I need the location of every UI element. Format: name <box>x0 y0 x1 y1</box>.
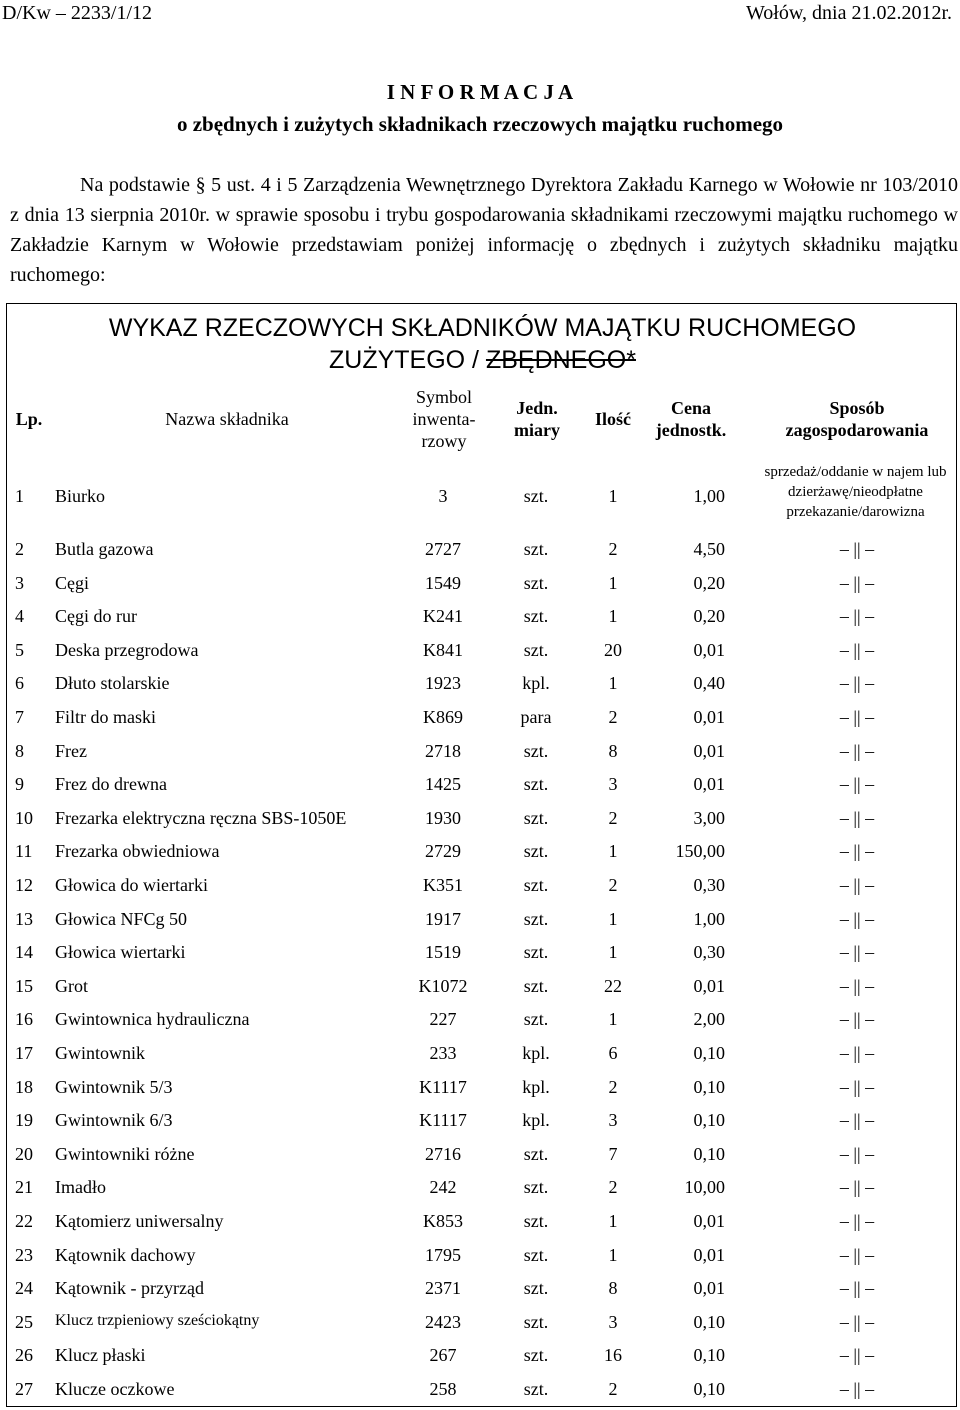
row-unit: szt. <box>523 1244 549 1265</box>
row-symbol: 1549 <box>425 572 461 593</box>
row-symbol: 2727 <box>425 539 461 559</box>
row-lp: 7 <box>15 707 24 727</box>
row-symbol: K869 <box>423 707 463 727</box>
row-unit: szt. <box>523 774 549 795</box>
table-row <box>7 1170 956 1204</box>
row-unit: szt. <box>523 908 549 929</box>
row-disposal: – || – <box>839 807 875 828</box>
row-price: 2,00 <box>693 1009 725 1030</box>
row-qty: 2 <box>608 1177 618 1198</box>
row-symbol: 1923 <box>425 673 461 694</box>
row-unit: szt. <box>523 1379 549 1399</box>
row-unit: kpl. <box>522 1076 550 1097</box>
row-lp: 1 <box>15 486 24 506</box>
row-disposal: – || – <box>839 1278 875 1299</box>
row-qty: 1 <box>608 1244 618 1265</box>
row-lp: 16 <box>15 1009 33 1030</box>
row-disposal: – || – <box>839 707 875 727</box>
row-qty: 1 <box>608 908 618 929</box>
row-lp: 20 <box>15 1143 33 1164</box>
row-qty: 1 <box>608 572 618 593</box>
row-unit: para <box>520 707 552 727</box>
row-price: 0,10 <box>693 1379 725 1399</box>
row-price: 0,10 <box>693 1076 725 1097</box>
row-price: 0,01 <box>693 707 725 727</box>
row-name: Gwintownik 6/3 <box>55 1110 173 1131</box>
row-price: 0,30 <box>693 875 725 895</box>
row-unit: szt. <box>523 486 549 506</box>
row-qty: 6 <box>608 1043 618 1063</box>
row-price: 0,10 <box>693 1043 725 1063</box>
row-unit: szt. <box>523 875 549 895</box>
row-lp: 4 <box>15 606 24 627</box>
row-lp: 9 <box>15 774 24 795</box>
row-price: 0,20 <box>693 572 725 593</box>
row-qty: 3 <box>608 1110 618 1131</box>
row-qty: 1 <box>608 486 618 506</box>
col-header-price: Cena jednostk. <box>655 398 727 440</box>
row-qty: 16 <box>604 1345 622 1366</box>
row-lp: 22 <box>15 1211 33 1231</box>
row-symbol: 267 <box>429 1345 457 1366</box>
row-name: Klucze oczkowe <box>55 1379 175 1399</box>
row-lp: 10 <box>15 807 33 828</box>
row-qty: 8 <box>608 1278 618 1299</box>
row-name: Dłuto stolarskie <box>55 673 170 694</box>
row-unit: szt. <box>523 740 549 761</box>
row-lp: 11 <box>15 841 33 862</box>
row-symbol: K1117 <box>419 1076 467 1097</box>
row-symbol: 242 <box>429 1177 457 1198</box>
row-symbol: 233 <box>429 1043 457 1063</box>
table-row <box>7 734 956 768</box>
row-disposal: – || – <box>839 942 875 963</box>
table-row <box>7 902 956 936</box>
row-qty: 3 <box>608 1311 618 1332</box>
table-row <box>7 566 956 600</box>
row-name: Gwintownik <box>55 1043 145 1063</box>
row-name: Klucz trzpieniowy sześciokątny <box>55 1311 260 1329</box>
row-lp: 24 <box>15 1278 33 1299</box>
row-lp: 8 <box>15 740 24 761</box>
document-subtitle: o zbędnych i zużytych składnikach rzeczowych majątku ruchomego <box>176 112 784 136</box>
row-unit: szt. <box>523 1211 549 1231</box>
row-qty: 1 <box>608 673 618 694</box>
row-unit: szt. <box>523 606 549 627</box>
row-qty: 7 <box>608 1143 618 1164</box>
row-lp: 5 <box>15 639 24 660</box>
row-unit: szt. <box>523 1311 549 1332</box>
row-symbol: 2729 <box>425 841 461 862</box>
table-row <box>7 700 956 734</box>
table-row <box>7 479 956 513</box>
row-qty: 1 <box>608 1211 618 1231</box>
row-name: Frezarka elektryczna ręczna SBS-1050E <box>55 807 347 828</box>
row-disposal: – || – <box>839 1379 875 1399</box>
row-qty: 2 <box>608 875 618 895</box>
table-row <box>7 801 956 835</box>
row-disposal: – || – <box>839 1211 875 1231</box>
row-symbol: K1117 <box>419 1110 467 1131</box>
row-name: Frez do drewna <box>55 774 167 795</box>
table-row <box>7 1305 956 1339</box>
table-row <box>7 599 956 633</box>
row-price: 0,10 <box>693 1345 725 1366</box>
row-unit: szt. <box>523 807 549 828</box>
row-qty: 1 <box>608 1009 618 1030</box>
row-name: Cęgi do rur <box>55 606 137 627</box>
table-row <box>7 1338 956 1372</box>
row-disposal: – || – <box>839 572 875 593</box>
row-disposal: – || – <box>839 639 875 660</box>
row-lp: 18 <box>15 1076 33 1097</box>
row-qty: 3 <box>608 774 618 795</box>
row-price: 0,01 <box>693 1211 725 1231</box>
row-price: 0,01 <box>693 1278 725 1299</box>
table-title-used: ZUŻYTEGO / <box>329 346 486 374</box>
row-disposal: – || – <box>839 539 875 559</box>
row-name: Klucz płaski <box>55 1345 146 1366</box>
row-disposal: – || – <box>839 1311 875 1332</box>
row-name: Kątomierz uniwersalny <box>55 1211 224 1231</box>
row-symbol: 1519 <box>425 942 461 963</box>
row-qty: 2 <box>608 539 618 559</box>
table-row <box>7 633 956 667</box>
row-lp: 12 <box>15 875 33 895</box>
row-lp: 17 <box>15 1043 33 1063</box>
table-row <box>7 1372 956 1406</box>
document-title: I N F O R M A C J A <box>386 80 574 104</box>
row-qty: 1 <box>608 606 618 627</box>
row-disposal: – || – <box>839 1143 875 1164</box>
row-unit: szt. <box>523 572 549 593</box>
row-price: 0,30 <box>693 942 725 963</box>
row-qty: 2 <box>608 807 618 828</box>
row-unit: szt. <box>523 841 549 862</box>
row-qty: 22 <box>604 975 622 996</box>
row-name: Imadło <box>55 1177 106 1198</box>
row-name: Frezarka obwiedniowa <box>55 841 220 862</box>
col-header-lp: Lp. <box>15 409 43 429</box>
row-name: Gwintowniki różne <box>55 1143 195 1164</box>
row-qty: 2 <box>608 1379 618 1399</box>
table-title <box>7 312 958 376</box>
row-disposal: – || – <box>839 606 875 627</box>
table-row <box>7 1036 956 1070</box>
row-unit: szt. <box>523 539 549 559</box>
table-row <box>7 1103 956 1137</box>
row-unit: szt. <box>523 1345 549 1366</box>
document-reference: D/Kw – 2233/1/12 <box>2 2 152 24</box>
row-qty: 1 <box>608 942 618 963</box>
row-lp: 25 <box>15 1311 33 1332</box>
row-disposal: – || – <box>839 1076 875 1097</box>
table-row <box>7 767 956 801</box>
row-qty: 2 <box>608 1076 618 1097</box>
row-name: Biurko <box>55 486 106 506</box>
row-symbol: 2716 <box>425 1143 461 1164</box>
table-row <box>7 666 956 700</box>
col-header-symbol: Symbol inwenta- rzowy <box>412 387 476 451</box>
row-symbol: K841 <box>423 639 463 660</box>
row-symbol: 1917 <box>425 908 461 929</box>
row-unit: kpl. <box>522 673 550 694</box>
row-lp: 2 <box>15 539 24 559</box>
row-price: 0,20 <box>693 606 725 627</box>
row-lp: 27 <box>15 1379 33 1399</box>
row-qty: 2 <box>608 707 618 727</box>
row-symbol: 2718 <box>425 740 461 761</box>
row-symbol: 3 <box>438 486 448 506</box>
row-name: Deska przegrodowa <box>55 639 199 660</box>
row-disposal: – || – <box>839 841 875 862</box>
place-and-date: Wołów, dnia 21.02.2012r. <box>746 2 952 24</box>
row-disposal: – || – <box>839 1009 875 1030</box>
table-row <box>7 868 956 902</box>
row-lp: 26 <box>15 1345 33 1366</box>
row-name: Gwintownica hydrauliczna <box>55 1009 250 1030</box>
row-name: Gwintownik 5/3 <box>55 1076 173 1097</box>
row-price: 10,00 <box>684 1177 725 1198</box>
table-row <box>7 1238 956 1272</box>
intro-text: Na podstawie § 5 ust. 4 i 5 Zarządzenia Wewnętrznego Dyrektora Zakładu Karnego w Wołowie nr 103/2010 z dnia 13 sierpnia 2010r. w sprawie sposobu i trybu gospodarowania składnikami rzeczowymi majątku ruchomego w Zakładzie Karnym w Wołowie przedstawiam poniżej informację o zbędnych i zużytych składniku majątku ruchomego: <box>10 174 958 286</box>
row-symbol: K853 <box>423 1211 463 1231</box>
row-name: Głowica NFCg 50 <box>55 908 187 929</box>
row-qty: 1 <box>608 841 618 862</box>
row-price: 0,01 <box>693 774 725 795</box>
row-lp: 6 <box>15 673 24 694</box>
row-price: 3,00 <box>693 807 725 828</box>
table-row <box>7 969 956 1003</box>
col-header-disposal: Sposób zagospodarowania <box>785 398 929 440</box>
row-price: 0,10 <box>693 1143 725 1164</box>
row-symbol: K1072 <box>418 975 468 996</box>
row-unit: szt. <box>523 1143 549 1164</box>
row-name: Głowica do wiertarki <box>55 875 208 895</box>
row-disposal: – || – <box>839 1244 875 1265</box>
col-header-qty: Ilość <box>595 409 631 429</box>
row-symbol: 1795 <box>425 1244 461 1265</box>
row-price: 0,10 <box>693 1110 725 1131</box>
row-price: 0,40 <box>693 673 725 694</box>
row-name: Głowica wiertarki <box>55 942 186 963</box>
col-header-unit: Jedn. miary <box>514 398 560 440</box>
row-symbol: 258 <box>429 1379 457 1399</box>
table-row <box>7 1002 956 1036</box>
table-row <box>7 532 956 566</box>
row-symbol: K351 <box>423 875 463 895</box>
row-symbol: 2371 <box>425 1278 461 1299</box>
row-disposal: – || – <box>839 908 875 929</box>
row-price: 0,01 <box>693 1244 725 1265</box>
table-title-redundant: ZBĘDNEGO* <box>485 346 636 374</box>
row-symbol: 1425 <box>425 774 461 795</box>
row-disposal: – || – <box>839 774 875 795</box>
row-disposal: – || – <box>839 1110 875 1131</box>
row-unit: szt. <box>523 975 549 996</box>
table-row <box>7 1204 956 1238</box>
row-symbol: 227 <box>429 1009 457 1030</box>
row-unit: kpl. <box>522 1110 550 1131</box>
row-symbol: 1930 <box>425 807 461 828</box>
row-disposal: – || – <box>839 875 875 895</box>
table-row <box>7 935 956 969</box>
row-name: Filtr do maski <box>55 707 157 727</box>
row-symbol: 2423 <box>425 1311 461 1332</box>
table-row <box>7 1070 956 1104</box>
row-lp: 14 <box>15 942 33 963</box>
col-header-name: Nazwa składnika <box>165 409 289 429</box>
row-price: 0,10 <box>693 1311 725 1332</box>
row-price: 0,01 <box>693 740 725 761</box>
row-name: Frez <box>55 740 87 761</box>
row-lp: 3 <box>15 572 24 593</box>
row-lp: 21 <box>15 1177 33 1198</box>
row-unit: szt. <box>523 942 549 963</box>
table-row <box>7 834 956 868</box>
row-qty: 8 <box>608 740 618 761</box>
row-price: 0,01 <box>693 639 725 660</box>
row-price: 0,01 <box>693 975 725 996</box>
row-disposal: – || – <box>839 1043 875 1063</box>
row-price: 150,00 <box>675 841 725 862</box>
intro-paragraph <box>10 170 958 290</box>
row-disposal: – || – <box>839 975 875 996</box>
table-title-line2 <box>7 344 958 376</box>
row-unit: kpl. <box>522 1043 550 1063</box>
row-name: Kątownik dachowy <box>55 1244 196 1265</box>
table-row <box>7 1271 956 1305</box>
row-price: 4,50 <box>693 539 725 559</box>
assets-table <box>6 303 957 1407</box>
row-lp: 13 <box>15 908 33 929</box>
row-name: Cęgi <box>55 572 89 593</box>
row-price: 1,00 <box>693 486 725 506</box>
row-name: Butla gazowa <box>55 539 154 559</box>
row-qty: 20 <box>604 639 622 660</box>
row-disposal: – || – <box>839 673 875 694</box>
row-unit: szt. <box>523 1009 549 1030</box>
row-unit: szt. <box>523 1177 549 1198</box>
table-title-line1: WYKAZ RZECZOWYCH SKŁADNIKÓW MAJĄTKU RUCHOMEGO <box>108 314 857 342</box>
row-unit: szt. <box>523 639 549 660</box>
row-disposal: – || – <box>839 740 875 761</box>
row-symbol: K241 <box>423 606 463 627</box>
row-disposal: – || – <box>839 1177 875 1198</box>
row-lp: 15 <box>15 975 33 996</box>
row-unit: szt. <box>523 1278 549 1299</box>
disposal-method-first: sprzedaż/oddanie w najem lub dzierżawę/nieodpłatne przekazanie/darowizna <box>764 464 947 520</box>
row-name: Kątownik - przyrząd <box>55 1278 204 1299</box>
row-name: Grot <box>55 975 88 996</box>
table-row <box>7 1137 956 1171</box>
row-lp: 19 <box>15 1110 33 1131</box>
row-price: 1,00 <box>693 908 725 929</box>
row-disposal: – || – <box>839 1345 875 1366</box>
row-lp: 23 <box>15 1244 33 1265</box>
